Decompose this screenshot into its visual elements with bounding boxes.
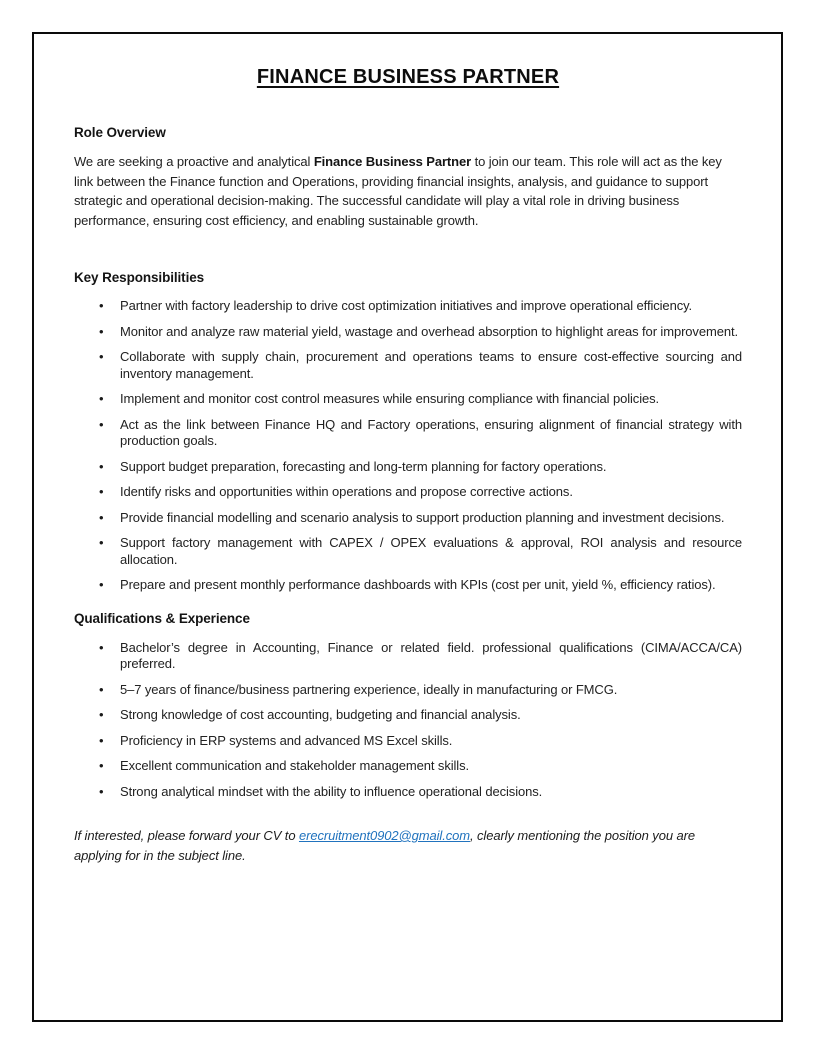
overview-bold-job-title: Finance Business Partner xyxy=(313,154,472,169)
bullet-item: • Provide financial modelling and scenario analysis to support production planning and investment decisions. xyxy=(120,510,742,527)
bullet-item: • Bachelor’s degree in Accounting, Finance or related field. professional qualifications (CIMA/ACCA/CA) preferred. xyxy=(120,640,742,673)
bullet-item: • Identify risks and opportunities within operations and propose corrective actions. xyxy=(120,484,742,501)
bullet-item: • Monitor and analyze raw material yield, wastage and overhead absorption to highlight areas for improvement. xyxy=(120,324,742,341)
bullet-item: • Support budget preparation, forecasting and long-term planning for factory operations. xyxy=(120,459,742,476)
key-responsibilities-list xyxy=(74,298,742,594)
section-heading-role-overview: Role Overview xyxy=(74,125,166,140)
bullet-item: • Strong knowledge of cost accounting, budgeting and financial analysis. xyxy=(120,707,742,724)
bullet-item: • 5–7 years of finance/business partnering experience, ideally in manufacturing or FMCG. xyxy=(120,682,742,699)
overview-text-after: to join our team. This role will act as the key link between the Finance function and Operations, providing financial insights, analysis, and guidance to support strategic and operational decision-making. The successful candidate will play a vital role in driving business performance, ensuring cost efficiency, and enabling sustainable growth. xyxy=(74,154,722,228)
bullet-item: • Act as the link between Finance HQ and Factory operations, ensuring alignment of financial strategy with production goals. xyxy=(120,417,742,450)
footer-text-after: , clearly mentioning the position you are applying for in the subject line. xyxy=(74,828,695,863)
bullet-item: • Collaborate with supply chain, procurement and operations teams to ensure cost-effective sourcing and inventory management. xyxy=(120,349,742,382)
document-title: FINANCE BUSINESS PARTNER xyxy=(256,66,560,88)
email-link[interactable]: erecruitment0902@gmail.com xyxy=(298,828,470,843)
qualifications-list xyxy=(74,640,742,801)
role-overview-paragraph xyxy=(74,152,742,230)
bullet-item: • Proficiency in ERP systems and advanced MS Excel skills. xyxy=(120,733,742,750)
section-heading-qualifications: Qualifications & Experience xyxy=(74,610,250,626)
application-instructions xyxy=(74,826,742,865)
bullet-item: • Partner with factory leadership to drive cost optimization initiatives and improve operational efficiency. xyxy=(120,298,742,315)
page-border xyxy=(32,32,783,1022)
bullet-item: • Excellent communication and stakeholder management skills. xyxy=(120,758,742,775)
title-row xyxy=(74,64,742,90)
section-heading-key-responsibilities: Key Responsibilities xyxy=(74,270,205,285)
overview-text-before: We are seeking a proactive and analytical xyxy=(74,154,314,169)
bullet-item: • Implement and monitor cost control measures while ensuring compliance with financial policies. xyxy=(120,391,742,408)
footer-text-before: If interested, please forward your CV to xyxy=(74,828,299,843)
bullet-item: • Support factory management with CAPEX / OPEX evaluations & approval, ROI analysis and resource allocation. xyxy=(120,535,742,568)
bullet-item: • Strong analytical mindset with the ability to influence operational decisions. xyxy=(120,784,742,801)
bullet-item: • Prepare and present monthly performance dashboards with KPIs (cost per unit, yield %, efficiency ratios). xyxy=(120,577,742,594)
